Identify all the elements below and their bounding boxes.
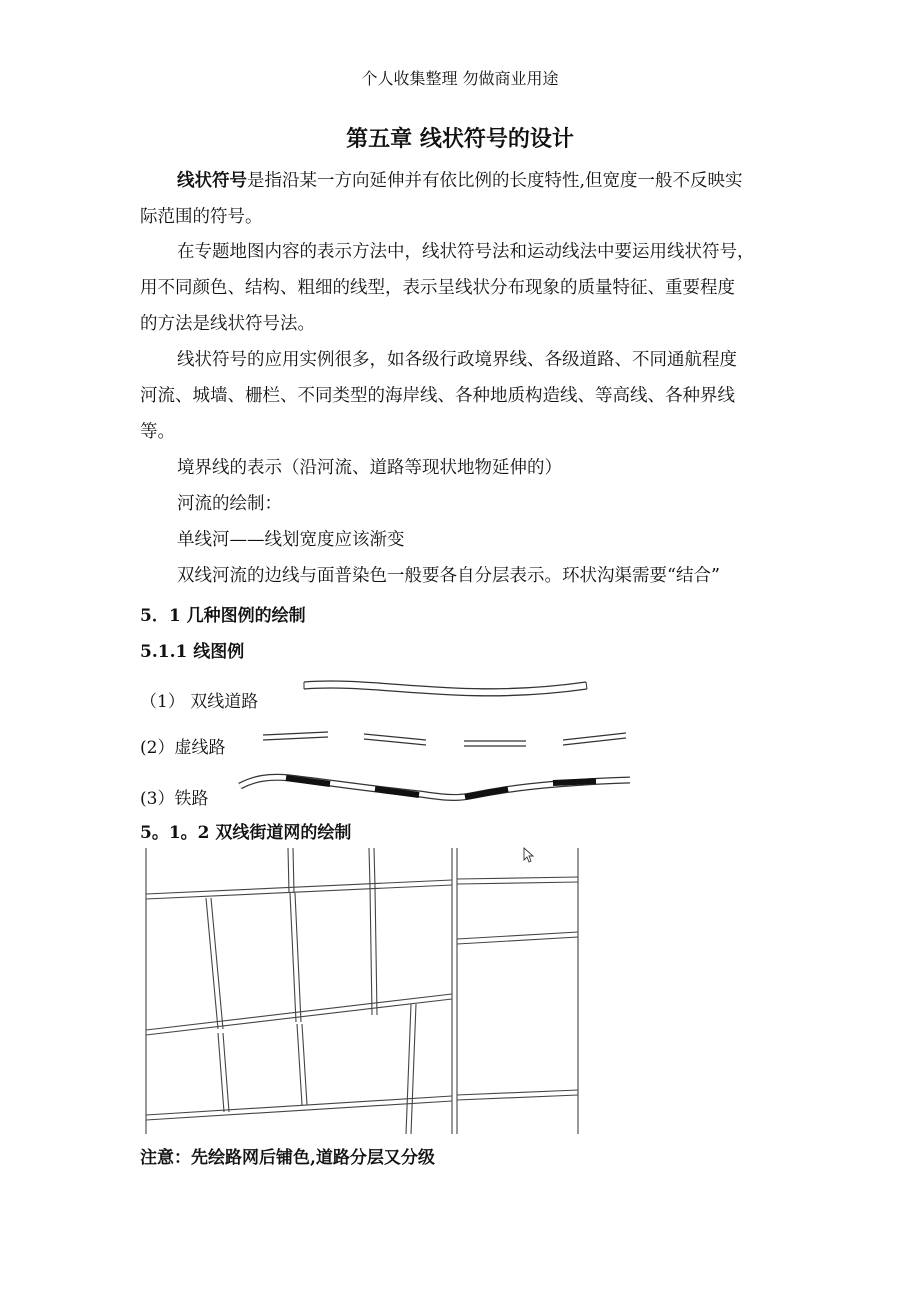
note-single-river: 单线河——线划宽度应该渐变	[177, 530, 405, 550]
para3-line2: 河流、城墙、栅栏、不同类型的海岸线、各种地质构造线、等高线、各种界线	[140, 386, 735, 406]
section-heading-5-1: 5．1 几种图例的绘制	[140, 606, 306, 626]
para2-line1: 在专题地图内容的表示方法中，线状符号法和运动线法中要运用线状符号，	[177, 242, 755, 262]
para2-line2: 用不同颜色、结构、粗细的线型，表示呈线状分布现象的质量特征、重要程度	[140, 278, 735, 298]
para1-line2: 际范围的符号。	[140, 207, 263, 227]
footer-note: 注意：先绘路网后铺色,道路分层又分级	[140, 1148, 435, 1168]
para3-line3: 等。	[140, 422, 175, 442]
legend-label-dashed-road: (2）虚线路	[140, 738, 226, 758]
para1-line1-text: 是指沿某一方向延伸并有依比例的长度特性,但宽度一般不反映实	[247, 171, 743, 191]
para3-line1: 线状符号的应用实例很多，如各级行政境界线、各级道路、不同通航程度	[177, 350, 737, 370]
note-boundary: 境界线的表示（沿河流、道路等现状地物延伸的）	[177, 458, 562, 478]
cursor-icon	[524, 848, 533, 862]
note-double-river: 双线河流的边线与面普染色一般要各自分层表示。环状沟渠需要“结合”	[177, 566, 720, 586]
page-header: 个人收集整理 勿做商业用途	[361, 69, 559, 88]
chapter-title: 第五章 线状符号的设计	[346, 126, 574, 152]
section-heading-5-1-1: 5.1.1 线图例	[140, 642, 245, 662]
section-heading-5-1-2: 5。1。2 双线街道网的绘制	[140, 823, 352, 843]
para1-term: 线状符号	[177, 171, 247, 191]
legend-label-double-road: （1） 双线道路	[140, 692, 259, 712]
legend-label-railway: (3）铁路	[140, 789, 209, 809]
para2-line3: 的方法是线状符号法。	[140, 314, 315, 334]
note-river: 河流的绘制：	[177, 494, 282, 514]
